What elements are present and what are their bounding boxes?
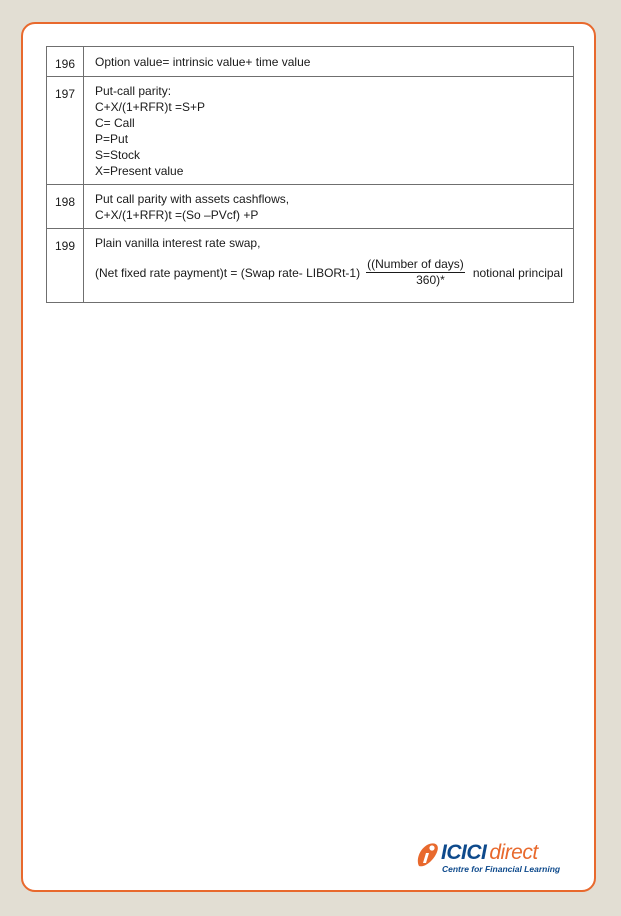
page-card	[21, 22, 596, 892]
formula-line: Option value= intrinsic value+ time value	[95, 55, 311, 69]
formula-text	[84, 229, 574, 303]
formula-number: 197	[47, 77, 84, 185]
formula-line: P=Put	[95, 132, 129, 146]
fraction	[366, 257, 465, 288]
swap-formula-left: (Net fixed rate payment)t = (Swap rate- LIBORt-1)	[95, 265, 361, 280]
formula-line: S=Stock	[95, 148, 141, 162]
table-row	[47, 77, 574, 185]
formula-table	[46, 46, 574, 303]
formula-line: C+X/(1+RFR)t =(So –PVcf) +P	[95, 208, 259, 222]
formula-number: 198	[47, 185, 84, 229]
logo-tagline: Centre for Financial Learning	[442, 864, 561, 874]
table-row	[47, 229, 574, 303]
formula-text	[84, 185, 574, 229]
table-row	[47, 47, 574, 77]
formula-line: Plain vanilla interest rate swap,	[95, 236, 261, 250]
formula-line: Put call parity with assets cashflows,	[95, 192, 290, 206]
swap-formula	[95, 257, 563, 288]
logo-i-icon	[415, 840, 441, 872]
logo-brand: ICICI direct	[441, 841, 538, 864]
formula-line: X=Present value	[95, 164, 184, 178]
formula-number: 196	[47, 47, 84, 77]
table-row	[47, 185, 574, 229]
formula-line: C= Call	[95, 116, 135, 130]
fraction-denominator: 360)*	[416, 273, 445, 287]
fraction-numerator: ((Number of days)	[367, 257, 464, 271]
formula-text	[84, 47, 574, 77]
swap-formula-right: notional principal	[472, 265, 563, 280]
formula-number: 199	[47, 229, 84, 303]
formula-line: C+X/(1+RFR)t =S+P	[95, 100, 206, 114]
icici-direct-logo	[415, 840, 580, 874]
formula-text	[84, 77, 574, 185]
formula-line: Put-call parity:	[95, 84, 172, 98]
